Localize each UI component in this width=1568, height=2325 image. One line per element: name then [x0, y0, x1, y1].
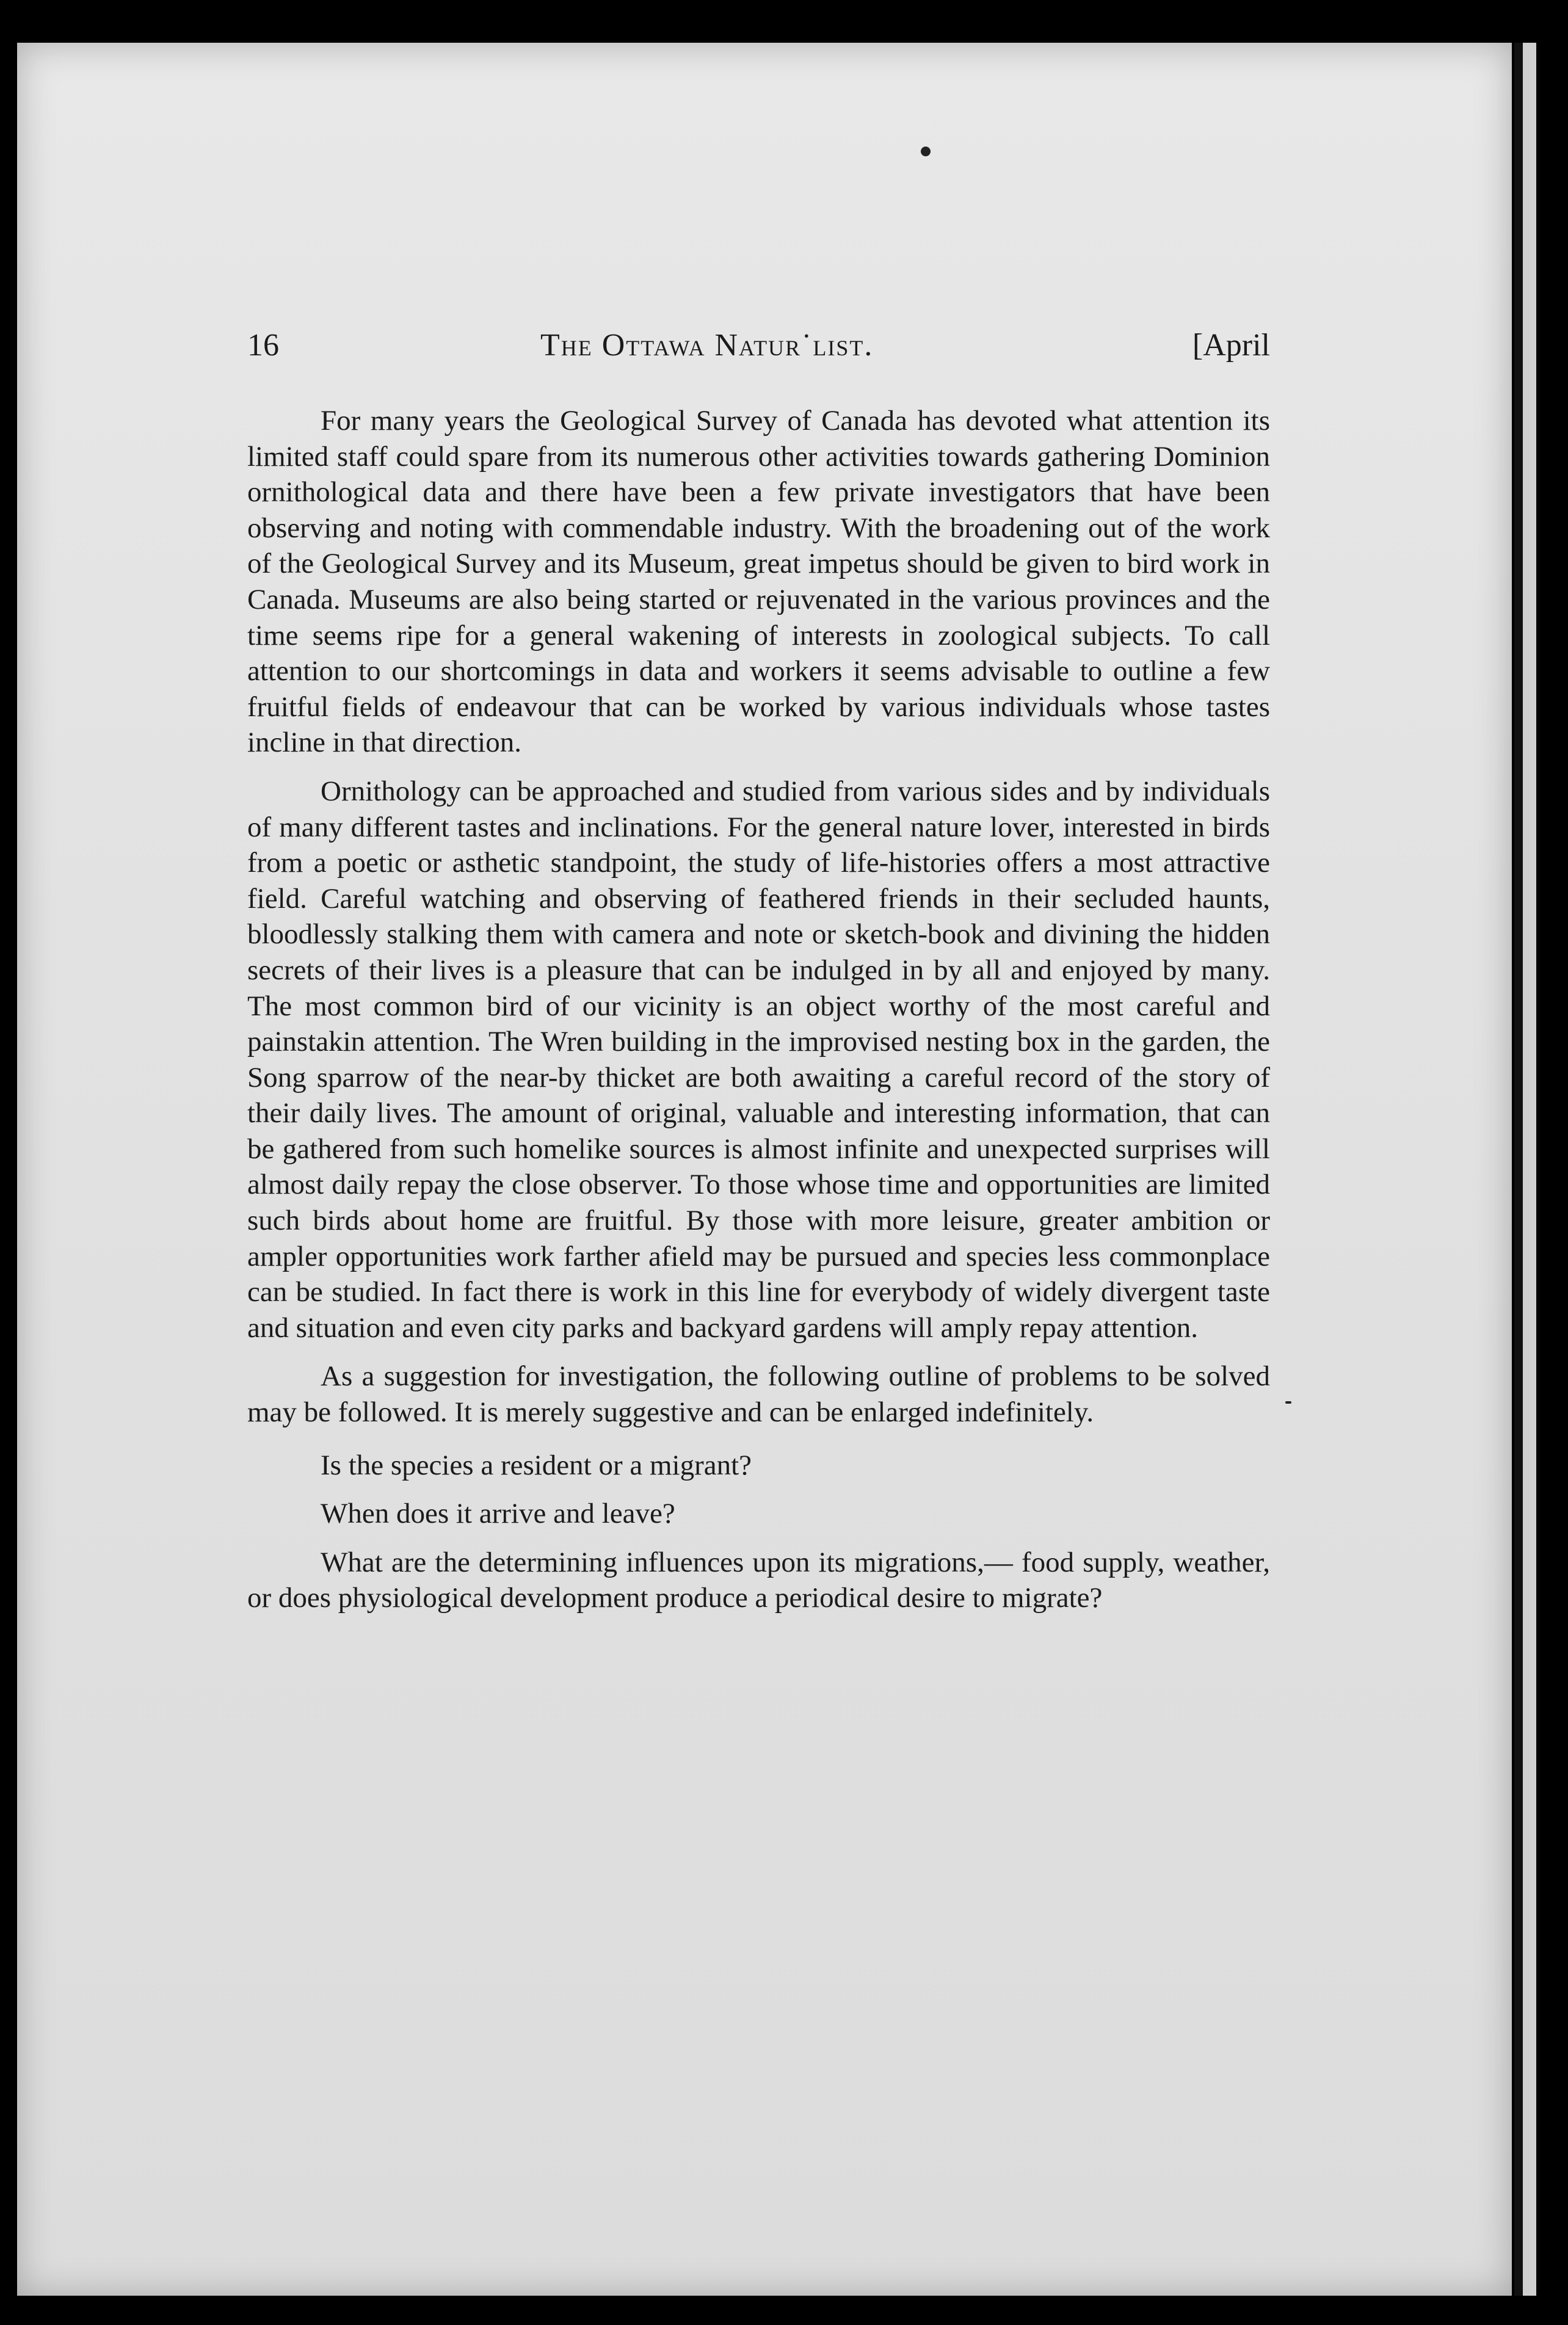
dust-speck — [921, 147, 931, 156]
article-body — [247, 403, 1270, 1616]
question-item: What are the determining influences upon its migrations,— food supply, weather, or does physiological development produce a periodical desire to migrate? — [247, 1546, 1270, 1614]
journal-title: The Ottawa Natur˙list. — [540, 328, 874, 363]
issue-month: [April — [1192, 328, 1270, 363]
paragraph: For many years the Geological Survey of Canada has devoted what attention its limited staff could spare from its numerous other activities towards gathering Dominion ornithological data and there have been a few private investigators that have been observing and noting with commendable industry. With the broadening out of the work of the Geological Survey and its Museum, great impetus should be given to bird work in Canada. Museums are also being started or rejuvenated in the various provinces and the time seems ripe for a general wakening of interests in zoological subjects. To call attention to our shortcomings in data and workers it seems advisable to outline a few fruitful fields of endeavour that can be worked by various individuals whose tastes incline in that direction. — [247, 405, 1270, 759]
binding-shadow — [1514, 43, 1523, 2296]
running-header — [247, 327, 1270, 370]
question-item: When does it arrive and leave? — [321, 1498, 675, 1530]
question-item: Is the species a resident or a migrant? — [321, 1449, 752, 1481]
paragraph: Ornithology can be approached and studied from various sides and by individuals of many different tastes and inclinations. For the general nature lover, interested in birds from a poetic or asthetic standpoint, the study of life-histories offers a most attractive field. Careful watching and observing of feathered friends in their secluded haunts, bloodlessly stalking them with camera and note or sketch-book and divining the hidden secrets of their lives is a pleasure that can be indulged in by all and enjoyed by many. The most common bird of our vicinity is an object worthy of the most careful and painstakin attention. The Wren building in the improvised nesting box in the garden, the Song sparrow of the near-by thicket are both awaiting a careful record of the story of their daily lives. The amount of original, valuable and interesting information, that can be gathered from such homelike sources is almost infinite and unexpected surprises will almost daily repay the close observer. To those whose time and opportunities are limited such birds about home are fruitful. By those with more leisure, greater ambition or ampler opportunities work farther afield may be pursued and species less commonplace can be studied. In fact there is work in this line for everybody of widely divergent taste and situation and even city parks and backyard gardens will amply repay attention. — [247, 775, 1270, 1344]
paragraph: As a suggestion for investigation, the following outline of problems to be solved may be followed. It is merely suggestive and can be enlarged indefinitely. — [247, 1360, 1270, 1429]
page-number: 16 — [247, 328, 279, 363]
binding-edge — [1536, 43, 1568, 2296]
binding-margin — [1523, 43, 1536, 2296]
dust-speck — [1285, 1401, 1291, 1404]
